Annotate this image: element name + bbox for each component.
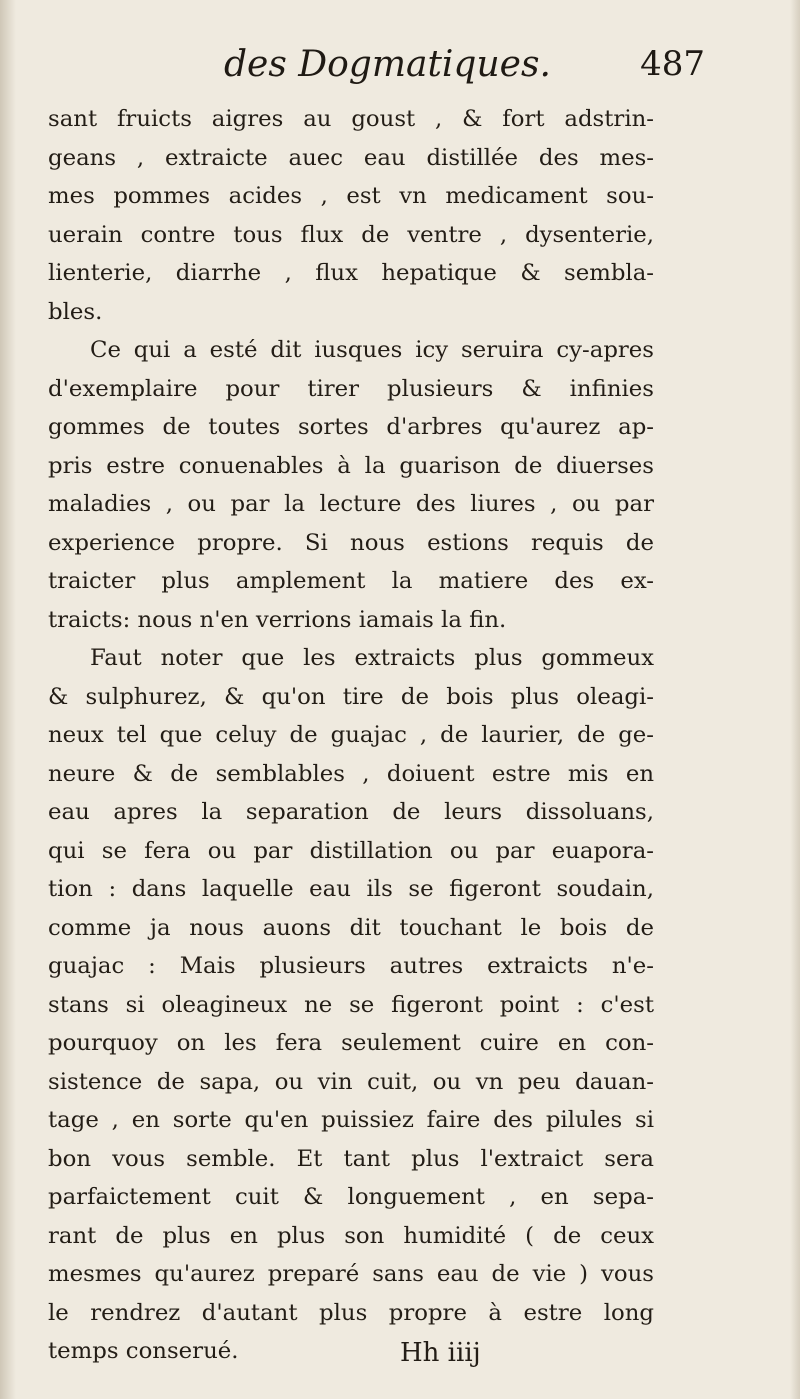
text-line: pris estre conuenables à la guarison de diuerses (48, 452, 654, 479)
text-line: comme ja nous auons dit touchant le bois de (48, 914, 654, 941)
text-line: le rendrez d'autant plus propre à estre long (48, 1299, 654, 1326)
text-line: tion : dans laquelle eau ils se figeront soudain, (48, 876, 654, 902)
text-line: parfaictement cuit & longuement , en sepa- (48, 1184, 654, 1210)
text-line: guajac : Mais plusieurs autres extraicts n'e- (48, 953, 654, 979)
text-line: d'exemplaire pour tirer plusieurs & infinies (48, 375, 654, 402)
text-line: neux tel que celuy de guajac , de laurier, de ge- (48, 722, 654, 748)
page-number: 487 (640, 44, 705, 84)
text-line: neure & de semblables , doiuent estre mis en (48, 760, 654, 787)
text-line: traicter plus amplement la matiere des ex- (48, 568, 654, 594)
text-line: mes pommes acides , est vn medicament sou- (48, 183, 654, 209)
text-line: temps conserué. (48, 1338, 239, 1364)
text-line: gommes de toutes sortes d'arbres qu'aurez ap- (48, 414, 654, 440)
text-line: Faut noter que les extraicts plus gommeux (90, 645, 654, 671)
text-line: experience propre. Si nous estions requis de (48, 529, 654, 556)
text-line: maladies , ou par la lecture des liures , ou par (48, 491, 654, 517)
text-line: lienterie, diarrhe , flux hepatique & sembla- (48, 260, 654, 286)
text-line: bon vous semble. Et tant plus l'extraict sera (48, 1145, 654, 1172)
body-text (48, 100, 654, 1371)
text-line: stans si oleagineux ne se figeront point : c'est (48, 991, 654, 1018)
text-line: & sulphurez, & qu'on tire de bois plus oleagi- (48, 683, 654, 710)
text-line: Ce qui a esté dit iusques icy seruira cy-apres (90, 337, 654, 363)
text-line: bles. (48, 298, 103, 325)
text-line: traicts: nous n'en verrions iamais la fin. (48, 606, 507, 633)
running-title: des Dogmatiques. (224, 44, 551, 85)
text-line: sistence de sapa, ou vin cuit, ou vn peu dauan- (48, 1068, 654, 1095)
text-line: qui se fera ou par distillation ou par euapora- (48, 837, 654, 864)
text-line: pourquoy on les fera seulement cuire en con- (48, 1030, 654, 1056)
text-line: mesmes qu'aurez preparé sans eau de vie ) vous (48, 1261, 654, 1287)
text-line: sant fruicts aigres au goust , & fort adstrin- (48, 106, 654, 132)
text-line: rant de plus en plus son humidité ( de ceux (48, 1222, 654, 1249)
page-header (48, 44, 705, 104)
text-line: tage , en sorte qu'en puissiez faire des pilules si (48, 1107, 654, 1133)
text-line: geans , extraicte auec eau distillée des mes- (48, 144, 654, 171)
signature-mark: Hh iiij (400, 1338, 481, 1368)
text-line: uerain contre tous flux de ventre , dysenterie, (48, 221, 654, 248)
text-line: eau apres la separation de leurs dissoluans, (48, 799, 654, 825)
